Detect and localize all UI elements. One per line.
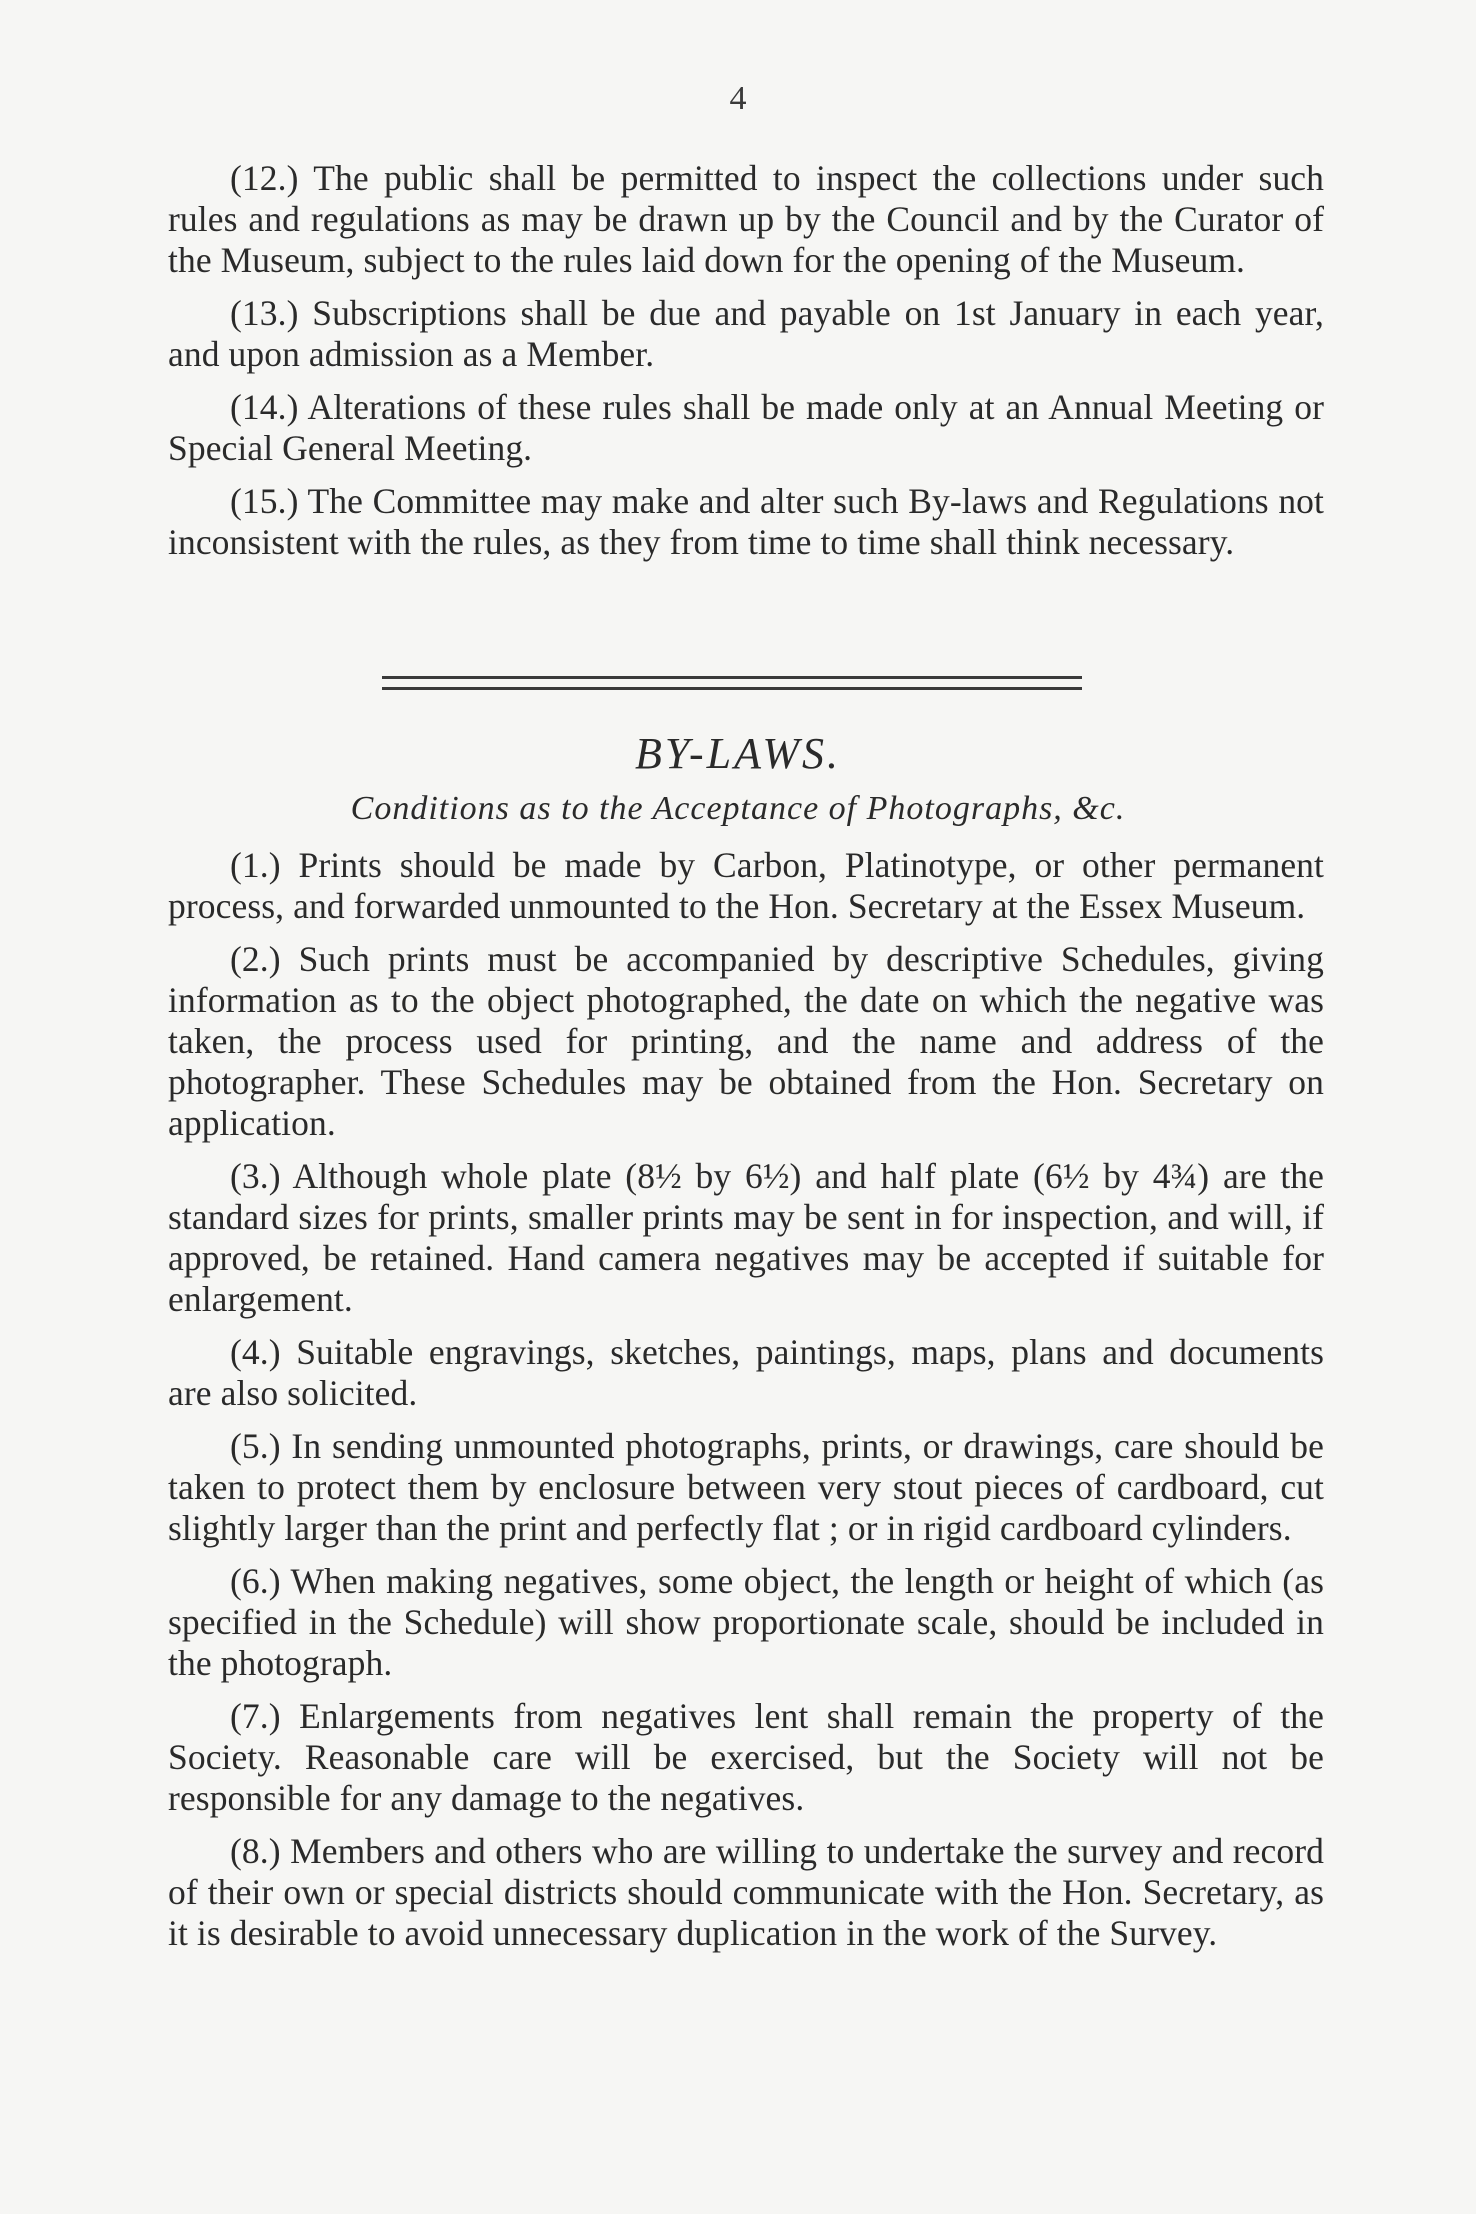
- rules-section: [168, 158, 1324, 575]
- rule-13: (13.) Subscriptions shall be due and payable on 1st January in each year, and upon admission as a Member.: [168, 293, 1324, 374]
- bylaw-6: (6.) When making negatives, some object, the length or height of which (as specified in the Schedule) will show proportionate scale, should be included in the photograph.: [168, 1561, 1324, 1683]
- bylaws-section: [168, 845, 1324, 1966]
- bylaw-2: (2.) Such prints must be accompanied by descriptive Schedules, giving information as to the object photographed, the date on which the negative was taken, the process used for printing, and the name and address of the photographer. These Schedules may be obtained from the Hon. Secretary on application.: [168, 939, 1324, 1143]
- bylaw-1: (1.) Prints should be made by Carbon, Platinotype, or other permanent process, and forwarded unmounted to the Hon. Secretary at the Essex Museum.: [168, 845, 1324, 926]
- bylaw-4: (4.) Suitable engravings, sketches, paintings, maps, plans and documents are also solicited.: [168, 1332, 1324, 1413]
- rule-15: (15.) The Committee may make and alter such By-laws and Regulations not inconsistent with the rules, as they from time to time shall think necessary.: [168, 481, 1324, 562]
- rule-12: (12.) The public shall be permitted to inspect the collections under such rules and regulations as may be drawn up by the Council and by the Curator of the Museum, subject to the rules laid down for the opening of the Museum.: [168, 158, 1324, 280]
- bylaw-8: (8.) Members and others who are willing to undertake the survey and record of their own or special districts should communicate with the Hon. Secretary, as it is desirable to avoid unnecessary duplication in the work of the Survey.: [168, 1831, 1324, 1953]
- bylaw-7: (7.) Enlargements from negatives lent shall remain the property of the Society. Reasonable care will be exercised, but the Society will not be responsible for any damage to the negatives.: [168, 1696, 1324, 1818]
- bylaws-subtitle: Conditions as to the Acceptance of Photographs, &c.: [350, 790, 1126, 827]
- bylaws-title: BY-LAWS.: [634, 729, 842, 778]
- rule-14: (14.) Alterations of these rules shall be made only at an Annual Meeting or Special General Meeting.: [168, 387, 1324, 468]
- bylaw-5: (5.) In sending unmounted photographs, prints, or drawings, care should be taken to protect them by enclosure between very stout pieces of cardboard, cut slightly larger than the print and perfectly flat ; or in rigid cardboard cylinders.: [168, 1426, 1324, 1548]
- page-number: 4: [729, 80, 747, 117]
- bylaw-3: (3.) Although whole plate (8½ by 6½) and half plate (6½ by 4¾) are the standard sizes for prints, smaller prints may be sent in for inspection, and will, if approved, be retained. Hand camera negatives may be accepted if suitable for enlargement.: [168, 1156, 1324, 1319]
- double-rule-divider: [382, 676, 1082, 690]
